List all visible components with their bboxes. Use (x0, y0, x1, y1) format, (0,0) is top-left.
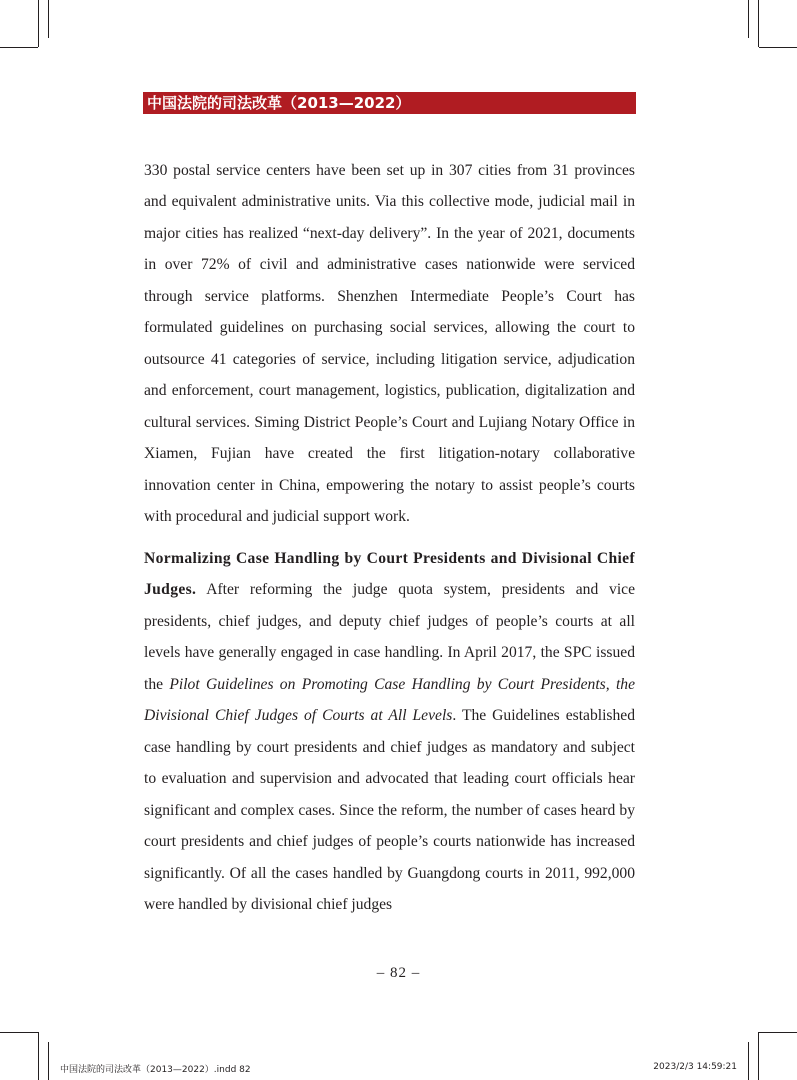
document-title: Pilot Guidelines on Promoting Case Handling by Court Presidents, the Divisional Chief Judges of Courts at All Levels (144, 675, 635, 725)
crop-mark (0, 1032, 38, 1033)
crop-mark (38, 0, 39, 47)
running-header-title: 中国法院的司法改革（2013—2022） (147, 94, 411, 112)
crop-mark (748, 0, 749, 38)
paragraph-text-part: After reforming the judge quota system, presidents and vice presidents, chief judges, and deputy chief judges of people’s courts at all levels have generally engaged in case handling. In April 2017, the SPC issued the (144, 581, 635, 693)
page-number: – 82 – (376, 965, 421, 981)
paragraph-text-part: . The Guidelines established case handling by court presidents and chief judges as mandatory and subject to evaluation and supervision and advocated that leading court officials hear significant and complex cases. Since the reform, the number of cases heard by court presidents and chief judges of people’s courts nationwide has increased significantly. Of all the cases handled by Guangdong courts in 2011, 992,000 were handled by divisional chief judges (144, 707, 635, 913)
crop-mark (748, 1042, 749, 1080)
crop-mark (759, 47, 797, 48)
crop-mark (48, 0, 49, 38)
crop-mark (38, 1032, 39, 1080)
body-paragraph-1 (144, 155, 635, 532)
crop-mark (0, 47, 38, 48)
print-timestamp: 2023/2/3 14:59:21 (653, 1062, 737, 1072)
crop-mark (758, 1032, 759, 1080)
body-paragraph-2 (144, 543, 635, 920)
running-header (143, 92, 636, 114)
crop-mark (48, 1042, 49, 1080)
paragraph-text (144, 543, 635, 920)
section-heading: Normalizing Case Handling by Court Presidents and Divisional Chief Judges. (144, 550, 635, 599)
file-slug: 中国法院的司法改革（2013—2022）.indd 82 (60, 1065, 251, 1075)
paragraph-text: 330 postal service centers have been set up in 307 cities from 31 provinces and equivalent administrative units. Via this collective mode, judicial mail in major cities has realized “next-day delivery”. In the year of 2021, documents in over 72% of civil and administrative cases nationwide were serviced through service platforms. Shenzhen Intermediate People’s Court has formulated guidelines on purchasing social services, allowing the court to outsource 41 categories of service, including litigation service, adjudication and enforcement, court management, logistics, publication, digitalization and cultural services. Siming District People’s Court and Lujiang Notary Office in Xiamen, Fujian have created the first litigation-notary collaborative innovation center in China, empowering the notary to assist people’s courts with procedural and judicial support work. (144, 162, 635, 525)
crop-mark (759, 1032, 797, 1033)
crop-mark (758, 0, 759, 47)
